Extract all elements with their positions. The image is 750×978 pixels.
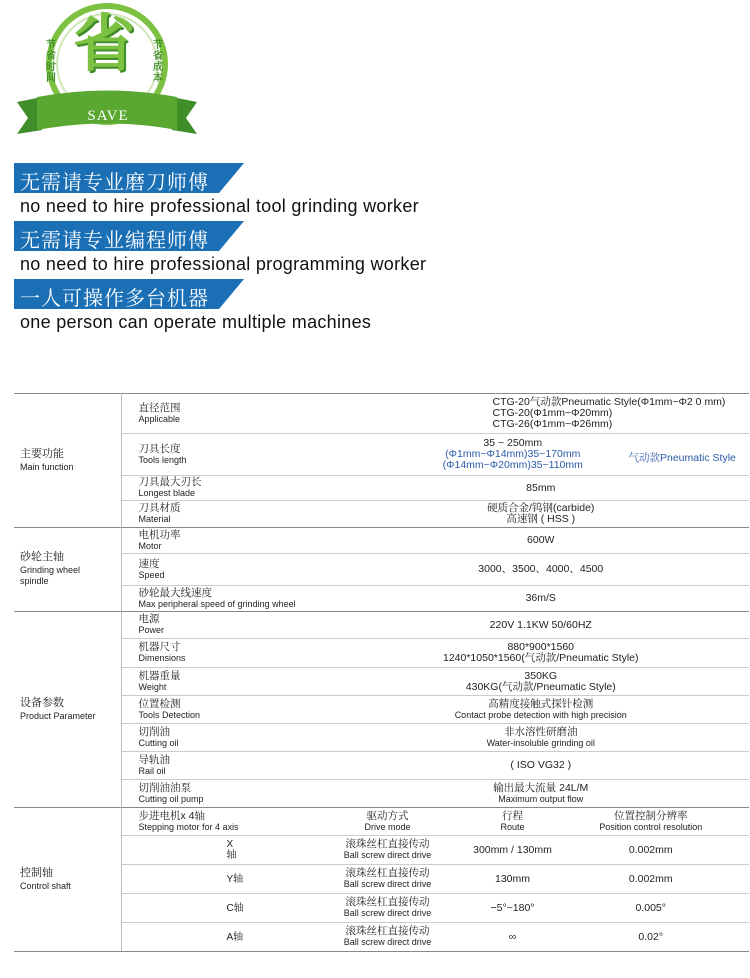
- value-line: 350KG: [524, 669, 558, 682]
- header-zh: 驱动方式: [366, 809, 409, 822]
- table-row: [14, 923, 749, 952]
- table-row: [14, 752, 749, 780]
- label-en: Power: [138, 625, 165, 635]
- header-en: Drive mode: [364, 821, 411, 832]
- route-cell: ∞: [443, 923, 553, 952]
- value-line: (Φ1mm~Φ14mm)35~170mm: [445, 448, 581, 460]
- table-row: [14, 894, 749, 923]
- label-zh: 步进电机x 4轴: [138, 809, 206, 822]
- drive-en: Ball screw direct drive: [343, 879, 432, 889]
- table-row: [14, 554, 749, 586]
- header-en: Route: [500, 821, 525, 832]
- label-zh: 砂轮最大线速度: [138, 586, 212, 599]
- label-zh: 速度: [138, 557, 160, 570]
- axis-label: Y轴: [121, 865, 333, 894]
- section-label: 控制轴: [20, 866, 53, 879]
- drive-cell: [333, 923, 443, 952]
- row-label: [121, 476, 333, 501]
- value-line: 35 ~ 250mm: [483, 437, 543, 449]
- section-spindle: [14, 528, 121, 612]
- route-cell: −5°~180°: [443, 894, 553, 923]
- label-zh: 刀具材质: [138, 502, 181, 514]
- table-row: [14, 639, 749, 668]
- save-logo: [12, 2, 202, 142]
- row-value: 36m/S: [333, 586, 750, 612]
- label-en: Cutting oil: [138, 737, 179, 748]
- section-label-en: spindle: [20, 576, 49, 586]
- label-en: Stepping motor for 4 axis: [138, 821, 239, 832]
- row-value: [333, 780, 750, 808]
- pneumatic-note: 气动款Pneumatic Style: [628, 452, 736, 464]
- drive-zh: 滚珠丝杠直接传动: [345, 838, 430, 850]
- table-row: [14, 865, 749, 894]
- drive-en: Ball screw direct drive: [343, 908, 432, 918]
- label-en: Tools length: [138, 454, 187, 465]
- table-row: [14, 668, 749, 696]
- section-label-en: Main function: [20, 461, 74, 472]
- header-zh: 位置控制分辨率: [614, 809, 688, 822]
- section-label-en: Product Parameter: [20, 710, 96, 721]
- logo-left-text: 节省时间: [46, 40, 56, 84]
- row-label: [121, 528, 333, 554]
- row-label: [121, 586, 333, 612]
- row-value: [333, 724, 750, 752]
- value-line: Contact probe detection with high precision: [454, 709, 627, 720]
- value-line: 1240*1050*1560(气动款/Pneumatic Style): [442, 652, 639, 664]
- label-zh: 刀具长度: [138, 442, 181, 455]
- row-value: [333, 668, 750, 696]
- label-zh: 切削油油泵: [138, 781, 191, 794]
- label-zh: 位置检测: [138, 697, 181, 710]
- feature-banner-1: [14, 163, 244, 193]
- row-label: [121, 696, 333, 724]
- label-en: Rail oil: [138, 765, 166, 776]
- drive-en: Ball screw direct drive: [343, 850, 432, 860]
- row-label: [121, 501, 333, 528]
- label-en: Weight: [138, 681, 167, 692]
- drive-zh: 滚珠丝杠直接传动: [345, 896, 430, 908]
- table-row: [14, 434, 749, 476]
- drive-en: Ball screw direct drive: [343, 937, 432, 947]
- section-main: [14, 394, 121, 528]
- label-en: Material: [138, 514, 171, 524]
- axis-label: X轴: [121, 836, 333, 865]
- label-en: Tools Detection: [138, 709, 201, 720]
- row-value: [333, 434, 750, 476]
- resolution-cell: 0.02°: [553, 923, 750, 952]
- logo-save-label: SAVE: [87, 108, 129, 124]
- route-cell: 130mm: [443, 865, 553, 894]
- table-row: [14, 476, 749, 501]
- value-line: Maximum output flow: [498, 793, 584, 804]
- row-label: [121, 639, 333, 668]
- table-row: [14, 586, 749, 612]
- table-row: [14, 394, 749, 434]
- value-line: 高速钢 ( HSS ): [506, 513, 576, 525]
- value-line: 非水溶性研磨油: [504, 725, 578, 738]
- drive-zh: 滚珠丝杠直接传动: [345, 867, 430, 879]
- value-line: CTG-26(Φ1mm~Φ26mm): [492, 418, 613, 430]
- value-line: 硬质合金/钨钢(carbide): [487, 502, 595, 514]
- resolution-cell: 0.002mm: [553, 865, 750, 894]
- label-en: Applicable: [138, 413, 181, 424]
- feature-en-2: no need to hire professional programming worker: [20, 254, 427, 274]
- drive-cell: [333, 865, 443, 894]
- header-drive: [333, 808, 443, 836]
- row-value: ( ISO VG32 ): [333, 752, 750, 780]
- drive-cell: [333, 894, 443, 923]
- feature-en-3: one person can operate multiple machines: [20, 312, 372, 332]
- section-label: 设备参数: [20, 696, 64, 709]
- row-value: 85mm: [333, 476, 750, 501]
- feature-zh-2: 无需请专业编程师傅: [20, 230, 209, 252]
- section-label-en: Grinding wheel: [20, 565, 81, 575]
- label-zh: 电源: [138, 613, 160, 625]
- feature-zh-3: 一人可操作多台机器: [20, 288, 209, 310]
- label-en: Longest blade: [138, 488, 196, 498]
- feature-banner-3: [14, 279, 244, 309]
- feature-en-1: no need to hire professional tool grinding worker: [20, 196, 419, 216]
- row-value: 3000、3500、4000、4500: [333, 554, 750, 586]
- label-en: Max peripheral speed of grinding wheel: [138, 598, 296, 609]
- table-row: [14, 724, 749, 752]
- route-cell: 300mm / 130mm: [443, 836, 553, 865]
- row-value: [333, 696, 750, 724]
- row-label: [121, 394, 333, 434]
- spec-table: [14, 393, 749, 952]
- header-route: [443, 808, 553, 836]
- feature-zh-1: 无需请专业磨刀师傅: [20, 172, 209, 194]
- value-line: 输出最大流量 24L/M: [493, 781, 589, 794]
- section-label: 主要功能: [20, 447, 64, 460]
- row-label: [121, 808, 333, 836]
- row-label: [121, 724, 333, 752]
- value-line: (Φ14mm~Φ20mm)35~110mm: [442, 459, 583, 471]
- label-en: Speed: [138, 569, 165, 580]
- row-value: [333, 501, 750, 528]
- logo-right-text: 节省成本: [153, 40, 163, 84]
- label-zh: 机器重量: [138, 669, 181, 682]
- section-label-en: Control shaft: [20, 880, 72, 891]
- table-row: [14, 780, 749, 808]
- table-row: [14, 808, 749, 836]
- value-line: 880*900*1560: [507, 641, 575, 653]
- row-label: [121, 752, 333, 780]
- value-line: Water-insoluble grinding oil: [486, 737, 595, 748]
- row-value: 220V 1.1KW 50/60HZ: [333, 612, 750, 639]
- value-line: 高精度接触式探针检测: [488, 697, 594, 710]
- table-row: [14, 528, 749, 554]
- label-en: Cutting oil pump: [138, 793, 204, 804]
- section-control: [14, 808, 121, 952]
- table-row: [14, 836, 749, 865]
- header-en: Position control resolution: [599, 821, 703, 832]
- value-line: CTG-20(Φ1mm~Φ20mm): [492, 407, 613, 419]
- row-value: [333, 639, 750, 668]
- label-zh: 直径范围: [138, 401, 181, 414]
- section-label: 砂轮主轴: [20, 551, 64, 563]
- value-line: 430KG(气动款/Pneumatic Style): [465, 680, 616, 693]
- drive-zh: 滚珠丝杠直接传动: [345, 925, 430, 937]
- row-label: [121, 780, 333, 808]
- table-row: [14, 612, 749, 639]
- label-zh: 机器尺寸: [138, 641, 181, 653]
- drive-cell: [333, 836, 443, 865]
- row-label: [121, 554, 333, 586]
- axis-label: C轴: [121, 894, 333, 923]
- label-zh: 刀具最大刃长: [138, 476, 202, 488]
- section-param: [14, 612, 121, 808]
- logo-char: 省: [73, 10, 136, 79]
- value-line: CTG-20气动款Pneumatic Style(Φ1mm~Φ2 0 mm): [492, 396, 726, 408]
- header-zh: 行程: [502, 809, 523, 822]
- label-zh: 导轨油: [138, 753, 170, 766]
- row-label: [121, 668, 333, 696]
- table-row: [14, 696, 749, 724]
- row-value: [333, 394, 750, 434]
- resolution-cell: 0.002mm: [553, 836, 750, 865]
- row-label: [121, 612, 333, 639]
- header-resolution: [553, 808, 750, 836]
- row-value: 600W: [333, 528, 750, 554]
- resolution-cell: 0.005°: [553, 894, 750, 923]
- table-row: [14, 501, 749, 528]
- label-en: Dimensions: [138, 653, 186, 663]
- feature-banner-2: [14, 221, 244, 251]
- axis-label: A轴: [121, 923, 333, 952]
- label-zh: 电机功率: [138, 528, 181, 541]
- label-en: Motor: [138, 540, 162, 551]
- label-zh: 切削油: [138, 725, 170, 738]
